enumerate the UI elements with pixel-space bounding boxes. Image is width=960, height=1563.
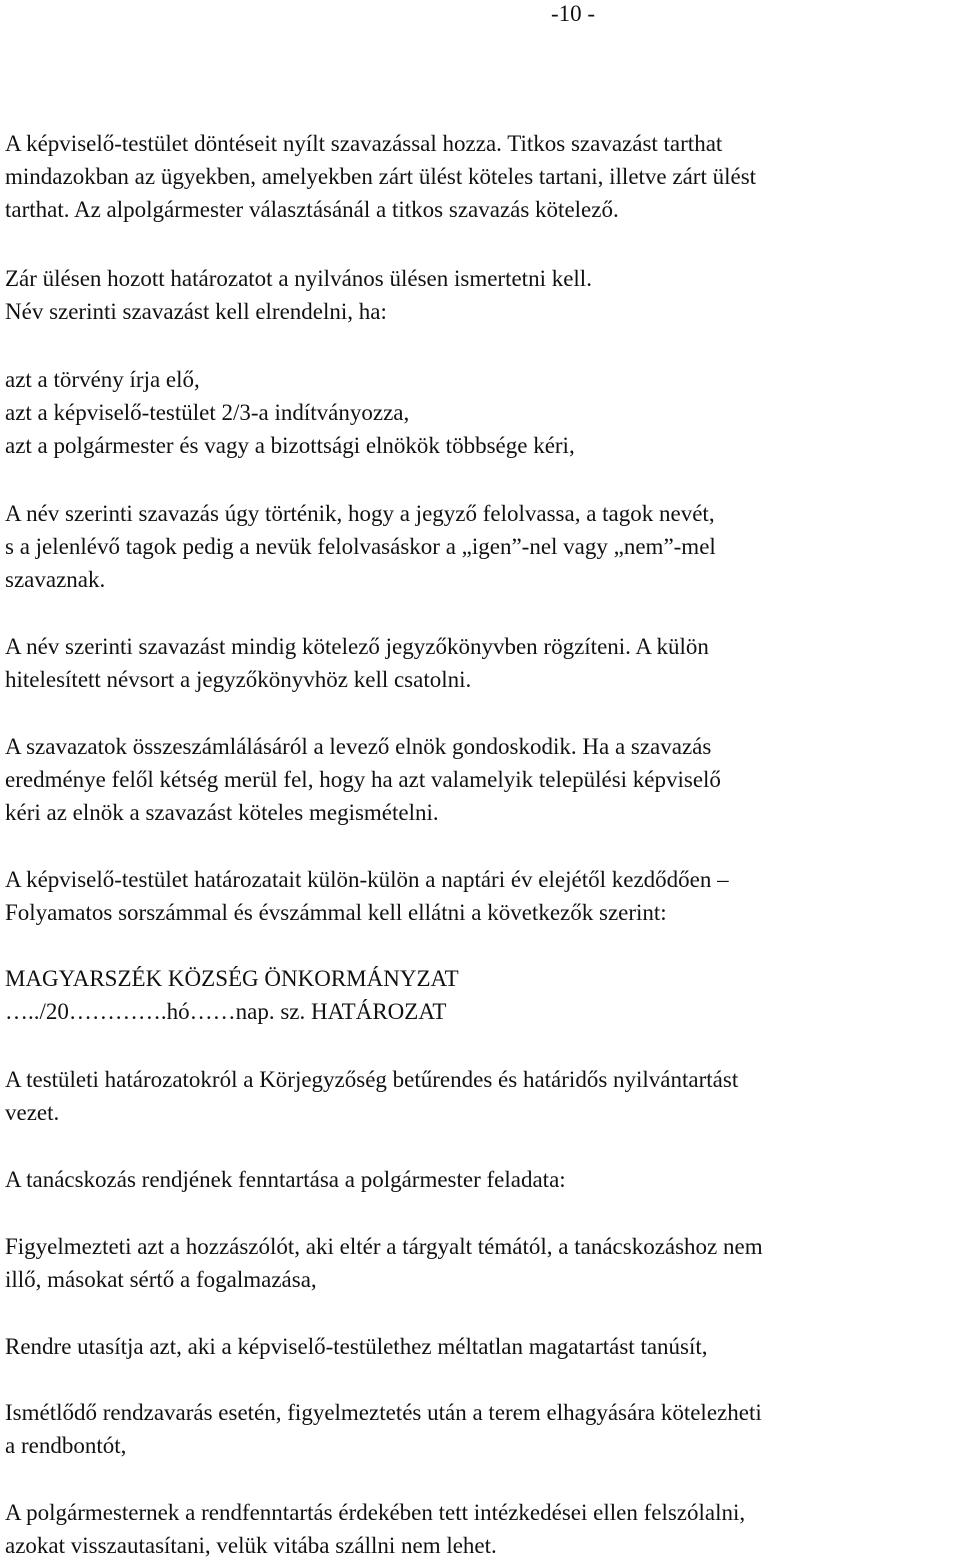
- text-line: azokat visszautasítani, velük vitába szállni nem lehet.: [5, 1533, 497, 1558]
- text-line: Folyamatos sorszámmal és évszámmal kell ellátni a következők szerint:: [5, 900, 667, 925]
- text-line: vezet.: [5, 1100, 60, 1125]
- resolution-number-template: …../20………….hó……nap. sz. HATÁROZAT: [5, 999, 447, 1024]
- text-line: Figyelmezteti azt a hozzászólót, aki eltér a tárgyalt témától, a tanácskozáshoz nem: [5, 1234, 763, 1259]
- paragraph-closed-session: Zár ülésen hozott határozatot a nyilvános ülésen ismertetni kell.: [5, 266, 592, 291]
- text-line: mindazokban az ügyekben, amelyekben zárt ülést köteles tartani, illetve zárt ülést: [5, 164, 757, 189]
- text-line: tarthat. Az alpolgármester választásánál a titkos szavazás kötelező.: [5, 197, 619, 222]
- text-line: A testületi határozatokról a Körjegyzőség betűrendes és határidős nyilvántartást: [5, 1067, 739, 1092]
- list-item: azt a törvény írja elő,: [5, 367, 200, 392]
- text-line: illő, másokat sértő a fogalmazása,: [5, 1267, 317, 1292]
- text-line: szavaznak.: [5, 567, 106, 592]
- text-line: A név szerinti szavazást mindig kötelező jegyzőkönyvben rögzíteni. A külön: [5, 634, 709, 659]
- list-item: azt a képviselő-testület 2/3-a indítványozza,: [5, 400, 410, 425]
- text-line: A polgármesternek a rendfenntartás érdekében tett intézkedései ellen felszólalni,: [5, 1500, 746, 1525]
- text-line: eredménye felől kétség merül fel, hogy ha azt valamelyik települési képviselő: [5, 767, 721, 792]
- resolution-heading: MAGYARSZÉK KÖZSÉG ÖNKORMÁNYZAT: [5, 966, 459, 991]
- text-line: A képviselő-testület határozatait külön-külön a naptári év elejétől kezdődően –: [5, 867, 729, 892]
- text-line: kéri az elnök a szavazást köteles megismételni.: [5, 800, 439, 825]
- text-line: Ismétlődő rendzavarás esetén, figyelmeztetés után a terem elhagyására kötelezheti: [5, 1400, 762, 1425]
- paragraph-order-reprimand: Rendre utasítja azt, aki a képviselő-testülethez méltatlan magatartást tanúsít,: [5, 1334, 708, 1359]
- page-number: -10 -: [551, 1, 596, 26]
- list-item: azt a polgármester és vagy a bizottsági elnökök többsége kéri,: [5, 433, 575, 458]
- text-line: A képviselő-testület döntéseit nyílt szavazással hozza. Titkos szavazást tarthat: [5, 131, 723, 156]
- text-line: s a jelenlévő tagok pedig a nevük felolvasáskor a „igen”-nel vagy „nem”-mel: [5, 534, 716, 559]
- text-line: A szavazatok összeszámlálásáról a levező elnök gondoskodik. Ha a szavazás: [5, 734, 712, 759]
- text-line: a rendbontót,: [5, 1433, 127, 1458]
- text-line: A név szerinti szavazás úgy történik, hogy a jegyző felolvassa, a tagok nevét,: [5, 501, 715, 526]
- order-intro: A tanácskozás rendjének fenntartása a polgármester feladata:: [5, 1167, 566, 1192]
- text-line: hitelesített névsort a jegyzőkönyvhöz kell csatolni.: [5, 667, 472, 692]
- roll-call-intro: Név szerinti szavazást kell elrendelni, ha:: [5, 299, 387, 324]
